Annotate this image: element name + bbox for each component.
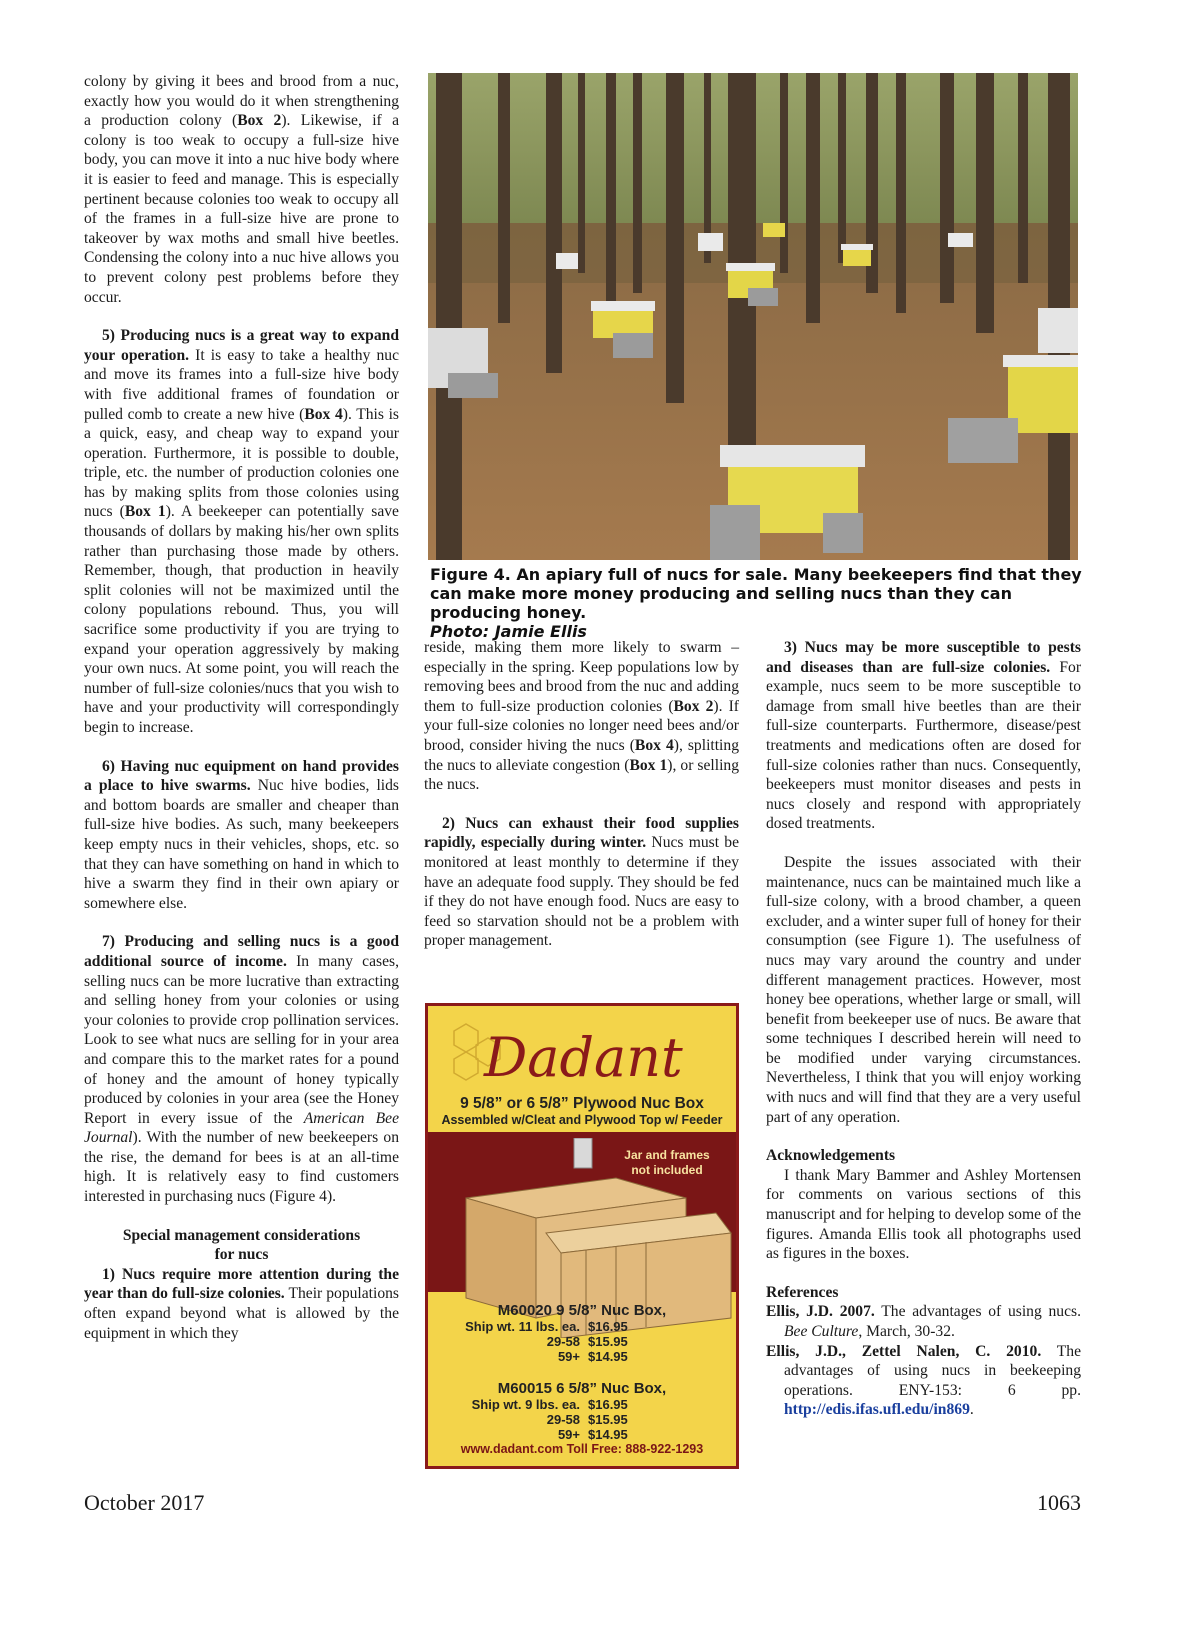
paragraph-special-2: 2) Nucs can exhaust their food supplies rapidly, especially during winter. Nucs must be monitored at least monthly to determine if they have an adequate food supply. They should be fed if they do not have enough food. Nucs are easy to feed so starvation should not be a problem with proper management.: [424, 814, 739, 950]
paragraph-point-5: 5) Producing nucs is a great way to expand your operation. It is easy to take a healthy nuc and move its frames into a full-size hive body with five additional frames of foundation or pulled comb to create a new hive (Box 4). This is a quick, easy, and cheap way to expand your operation. Furthermore, it is possible to double, triple, etc. the number of production colonies one has by making splits from those colonies using nucs (Box 1). A beekeeper can potentially save thousands of dollars by making his/her own splits rather than purchasing those made by others. Remember, though, that production in heavily split colonies will not be maximized until the colony populations rebound. Thus, you will sacrifice some productivity if you are trying to expand your operation aggressively by making your own nucs. At some point, you will reach the number of full-size colonies/nucs that you wish to have and your productivity will correspondingly begin to increase.: [84, 327, 399, 736]
section-heading: Special management considerations for nucs: [122, 1226, 361, 1264]
ad-title: 9 5/8” or 6 5/8” Plywood Nuc Box: [460, 1095, 704, 1112]
paragraph-point-7: 7) Producing and selling nucs is a good additional source of income. In many cases, selling nucs can be more lucrative than extracting and selling honey from your colonies or using your colonies to provide crop pollination services. Look to see what nucs are selling for in your area and compare this to the market rates for a pound of honey and the amount of honey typically produced by colonies in your area (see the Honey Report in every issue of the American Bee Journal). With the number of new beekeepers on the rise, the demand for bees is at an all-time high. It is relatively easy to find customers interested in purchasing nucs (Figure 4).: [84, 933, 399, 1206]
acknowledgements-body: I thank Mary Bammer and Ashley Mortensen for comments on various sections of this manuscript and for helping to develop some of the figures. Amanda Ellis took all photographs used as figures in the boxes.: [766, 1166, 1081, 1263]
column-2: [424, 638, 739, 951]
product-m60020: M60020 9 5/8” Nuc Box, Ship wt. 11 lbs. ea. $16.95 29-58 $15.95 59+ $14.95: [465, 1302, 667, 1364]
figure-caption: Figure 4. An apiary full of nucs for sale. Many beekeepers find that they can make more money producing and selling nucs than they can producing honey. Photo: Jamie Ellis: [430, 565, 1090, 641]
ad-subtitle: Assembled w/Cleat and Plywood Top w/ Feeder: [441, 1113, 723, 1127]
column-1: [84, 72, 399, 1343]
reference-2: Ellis, J.D., Zettel Nalen, C. 2010. The advantages of using nucs in beekeeping operations. ENY-153: 6 pp. http://edis.ifas.ufl.edu/in869.: [766, 1342, 1081, 1419]
paragraph-despite: Despite the issues associated with their maintenance, nucs can be maintained much like a full-size colony, with a brood chamber, a queen excluder, and a winter super full of honey for their consumption (see Figure 1). The usefulness of nucs may vary around the country and under different management practices. However, most honey bee operations, whether large or small, will benefit from beekeeper use of nucs. Be aware that some techniques I described herein will need to be modified under varying circumstances. Nevertheless, I think that you will enjoy working with nucs and will find that they are a very useful part of any operation.: [766, 853, 1081, 1126]
paragraph-special-1: 1) Nucs require more attention during the year than do full-size colonies. Their populations often expand beyond what is allowed by the equipment in which they: [84, 1265, 399, 1342]
paragraph-special-1-cont: reside, making them more likely to swarm – especially in the spring. Keep populations low by removing bees and brood from the nuc and adding them to full-size production colonies (Box 2). If your full-size colonies no longer need bees and/or brood, consider hiving the nucs (Box 4), splitting the nucs to alleviate congestion (Box 1), or selling the nucs.: [424, 639, 739, 794]
dadant-logo: [436, 1014, 736, 1094]
apiary-photo: [428, 73, 1078, 560]
ad-note: Jar and frames not included: [624, 1148, 710, 1177]
column-3: [766, 638, 1081, 1420]
reference-1: Ellis, J.D. 2007. The advantages of using nucs. Bee Culture, March, 30-32.: [766, 1303, 1081, 1340]
paragraph-point-6: 6) Having nuc equipment on hand provides a place to hive swarms. Nuc hive bodies, lids and bottom boards are smaller and cheaper than full-size hive bodies. As such, many beekeepers keep empty nucs in their vehicles, shops, etc. so that they can have something on hand in which to hive a swarm they find in their own apiary or somewhere else.: [84, 757, 399, 912]
references-heading: References: [766, 1283, 839, 1301]
product-m60015: M60015 6 5/8” Nuc Box, Ship wt. 9 lbs. ea. $16.95 29-58 $15.95 59+ $14.95: [471, 1380, 667, 1442]
ad-contact[interactable]: www.dadant.com Toll Free: 888-922-1293: [460, 1442, 704, 1456]
page-number: 1063: [1037, 1490, 1081, 1515]
ad-product-band: [428, 1132, 736, 1292]
reference-link[interactable]: http://edis.ifas.ufl.edu/in869: [784, 1401, 970, 1419]
acknowledgements-heading: Acknowledgements: [766, 1147, 896, 1165]
dadant-advertisement[interactable]: [425, 1003, 739, 1469]
paragraph-intro: colony by giving it bees and brood from a nuc, exactly how you would do it when strengthening a production colony (Box 2). Likewise, if a colony is too weak to occupy a full-size hive body, you can move it into a nuc hive body where it is easier to feed and manage. This is especially pertinent because colonies too weak to occupy all of the frames in a full-size hive are prone to takeover by wax moths and small hive beetles. Condensing the colony into a nuc hive allows you to prevent colony pest problems before they occur.: [84, 73, 400, 306]
svg-text:Dadant: Dadant: [484, 1026, 683, 1089]
issue-date: October 2017: [84, 1490, 205, 1515]
photo-credit: Photo: Jamie Ellis: [430, 622, 587, 641]
paragraph-special-3: 3) Nucs may be more susceptible to pests and diseases than are full-size colonies. For example, nucs seem to be more susceptible to damage from small hive beetles than are their full-size counterparts. Furthermore, disease/pest treatments and medications often are dosed for full-size colonies rather than nucs. Consequently, beekeepers must monitor diseases and pests in nucs closely and respond with appropriately dosed treatments.: [766, 639, 1082, 833]
